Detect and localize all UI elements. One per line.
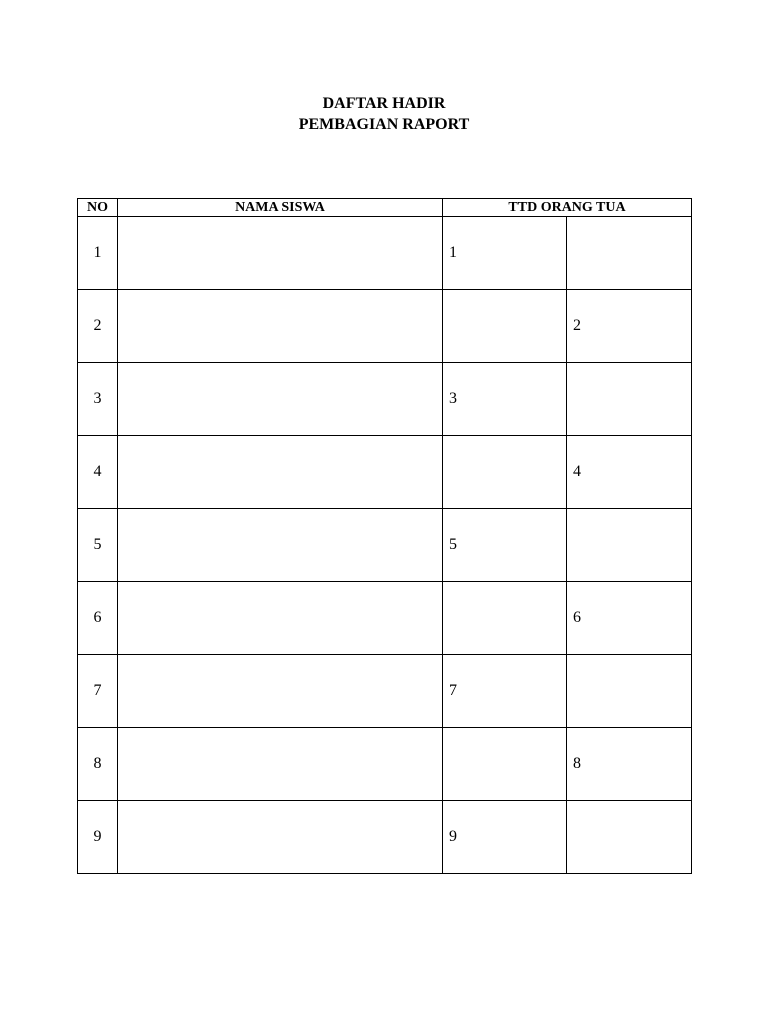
student-name-cell[interactable] [118, 436, 443, 509]
student-name-cell[interactable] [118, 363, 443, 436]
title-line-1: DAFTAR HADIR [322, 95, 446, 112]
signature-cell-left[interactable] [443, 436, 567, 509]
row-number: 7 [78, 655, 118, 728]
table-row [78, 217, 692, 290]
signature-cell-right[interactable]: 4 [567, 436, 692, 509]
table-row [78, 801, 692, 874]
row-number: 2 [78, 290, 118, 363]
table-header-row [78, 199, 692, 217]
table-body [78, 217, 692, 874]
row-number: 9 [78, 801, 118, 874]
table-row [78, 363, 692, 436]
header-nama-siswa: NAMA SISWA [118, 199, 443, 217]
signature-cell-left[interactable]: 9 [443, 801, 567, 874]
row-number: 8 [78, 728, 118, 801]
signature-cell-left[interactable]: 3 [443, 363, 567, 436]
student-name-cell[interactable] [118, 290, 443, 363]
row-number: 1 [78, 217, 118, 290]
student-name-cell[interactable] [118, 728, 443, 801]
row-number: 4 [78, 436, 118, 509]
student-name-cell[interactable] [118, 217, 443, 290]
signature-cell-right[interactable] [567, 217, 692, 290]
row-number: 5 [78, 509, 118, 582]
table-row [78, 582, 692, 655]
attendance-table [77, 198, 692, 874]
table-row [78, 728, 692, 801]
row-number: 6 [78, 582, 118, 655]
signature-cell-right[interactable] [567, 509, 692, 582]
table-row [78, 290, 692, 363]
signature-cell-right[interactable]: 8 [567, 728, 692, 801]
student-name-cell[interactable] [118, 655, 443, 728]
header-ttd-orang-tua: TTD ORANG TUA [443, 199, 692, 217]
signature-cell-right[interactable] [567, 363, 692, 436]
table-row [78, 509, 692, 582]
signature-cell-left[interactable]: 1 [443, 217, 567, 290]
student-name-cell[interactable] [118, 509, 443, 582]
title-line-2: PEMBAGIAN RAPORT [298, 116, 470, 133]
signature-cell-right[interactable]: 6 [567, 582, 692, 655]
signature-cell-left[interactable]: 5 [443, 509, 567, 582]
signature-cell-left[interactable]: 7 [443, 655, 567, 728]
signature-cell-right[interactable] [567, 655, 692, 728]
signature-cell-right[interactable]: 2 [567, 290, 692, 363]
table-row [78, 655, 692, 728]
row-number: 3 [78, 363, 118, 436]
student-name-cell[interactable] [118, 582, 443, 655]
signature-cell-left[interactable] [443, 582, 567, 655]
table-row [78, 436, 692, 509]
signature-cell-left[interactable] [443, 728, 567, 801]
header-no: NO [78, 199, 118, 217]
document-title [0, 93, 768, 135]
signature-cell-right[interactable] [567, 801, 692, 874]
signature-cell-left[interactable] [443, 290, 567, 363]
student-name-cell[interactable] [118, 801, 443, 874]
